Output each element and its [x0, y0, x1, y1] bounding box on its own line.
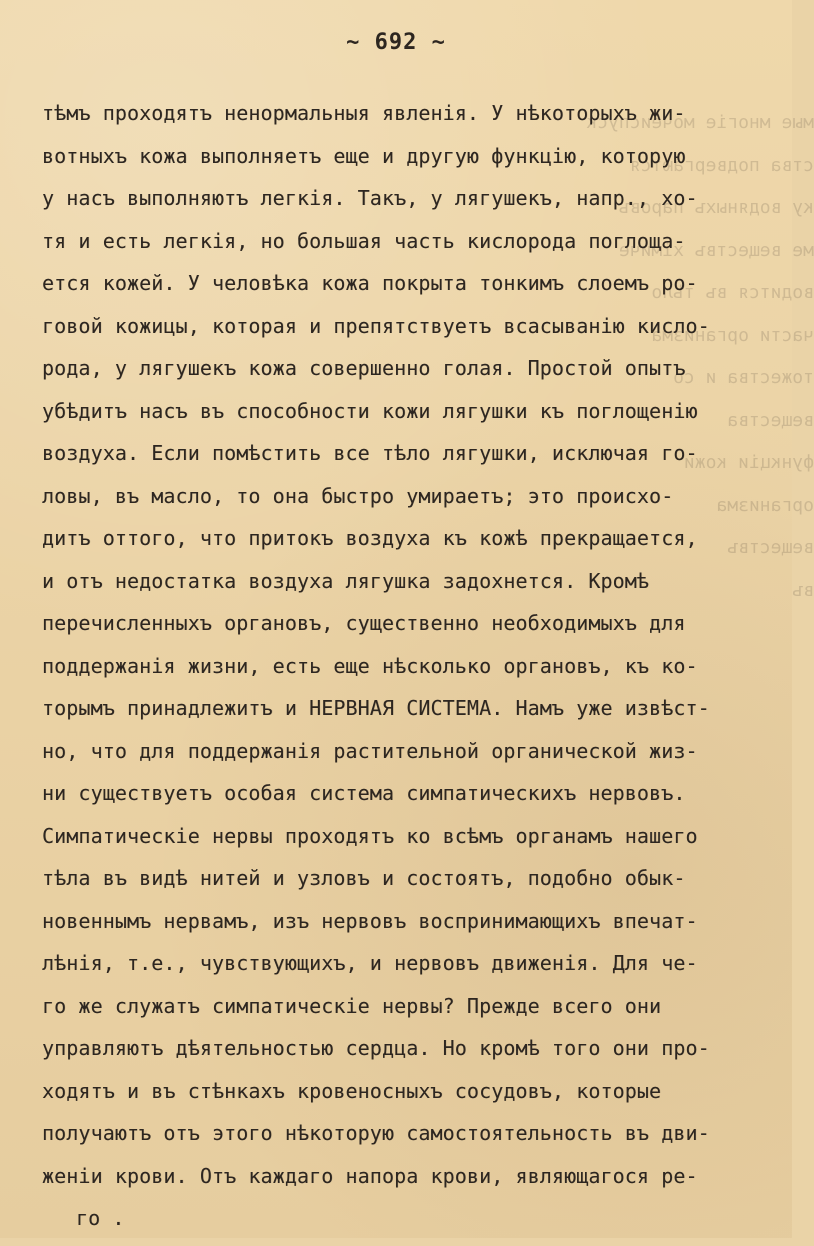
text-line: поддержанія жизни, есть еще нѣсколько органовъ, къ ко- — [42, 653, 698, 678]
text-line: вотныхъ кожа выполняетъ еще и другую функцію, которую — [42, 143, 686, 168]
bleed-through-line: функціи кожи — [683, 452, 814, 473]
text-line: рода, у лягушекъ кожа совершенно голая. Простой опытъ — [42, 356, 686, 380]
text-line: женіи крови. Отъ каждаго напора крови, являющагося ре- — [42, 1163, 698, 1188]
text-line: торымъ принадлежитъ и НЕРВНАЯ СИСТЕМА. Намъ уже извѣст- — [42, 696, 710, 720]
text-line: дитъ оттого, что притокъ воздуха къ кожѣ прекращается, — [42, 526, 698, 550]
text-line: тя и есть легкія, но большая часть кислорода поглоща- — [42, 228, 686, 253]
text-line: лѣнія, т.е., чувствующихъ, и нервовъ движенія. Для че- — [42, 951, 698, 975]
text-line: у насъ выполняютъ легкія. Такъ, у лягушекъ, напр., хо- — [42, 186, 698, 210]
bleed-through-line: ства подвергаются — [629, 154, 814, 176]
page-body-text — [42, 98, 762, 1246]
text-line: тѣмъ проходятъ ненормальныя явленія. У нѣкоторыхъ жи- — [42, 101, 686, 125]
text-line: управляютъ дѣятельностью сердца. Но кромѣ того они про- — [42, 1036, 710, 1060]
text-line: и отъ недостатка воздуха лягушка задохнется. Кромѣ — [42, 568, 650, 593]
text-line: но, что для поддержанія растительной органической жиз- — [42, 738, 698, 763]
bleed-through-line: въ — [792, 579, 814, 601]
bleed-through-line: вещества — [727, 409, 814, 431]
bleed-through-line: водится въ тѣло — [651, 282, 814, 303]
text-line: ходятъ и въ стѣнкахъ кровеносныхъ сосудовъ, которые — [42, 1078, 662, 1103]
bleed-through-line: части организма — [651, 324, 814, 346]
bleed-through-line: ку водяныхъ паровъ — [618, 197, 814, 218]
text-line: тѣла въ видѣ нитей и узловъ и состоятъ, подобно обык- — [42, 866, 686, 890]
page-number: ~ 692 ~ — [346, 30, 446, 55]
text-line: Симпатическіе нервы проходятъ ко всѣмъ органамъ нашего — [42, 823, 698, 848]
text-line: убѣдитъ насъ въ способности кожи лягушки къ поглощенію — [42, 398, 698, 423]
text-line: го же служатъ симпатическіе нервы? Прежде всего они — [42, 993, 662, 1018]
text-line: ни существуетъ особая система симпатическихъ нервовъ. — [42, 781, 686, 805]
bleed-through-line: мые многіе мочеиспуск — [586, 112, 814, 133]
text-line: говой кожицы, которая и препятствуетъ всасыванію кисло- — [42, 313, 710, 338]
bleed-through-line: ме веществъ хімиче — [618, 239, 814, 261]
text-line: перечисленныхъ органовъ, существенно необходимыхъ для — [42, 611, 686, 635]
bleed-through-line: веществъ — [727, 537, 814, 558]
text-line: новеннымъ нервамъ, изъ нервовъ воспринимающихъ впечат- — [42, 908, 698, 933]
bleed-through-line: организма — [716, 494, 814, 516]
text-line: го . — [76, 1206, 125, 1230]
bleed-through-line: тожества и со — [673, 367, 814, 388]
text-line: воздуха. Если помѣстить все тѣло лягушки, исключая го- — [42, 441, 698, 465]
text-line: ется кожей. У человѣка кожа покрыта тонкимъ слоемъ ро- — [42, 271, 698, 295]
text-line: получаютъ отъ этого нѣкоторую самостоятельность въ дви- — [42, 1121, 710, 1145]
text-line: ловы, въ масло, то она быстро умираетъ; это происхо- — [42, 483, 674, 508]
